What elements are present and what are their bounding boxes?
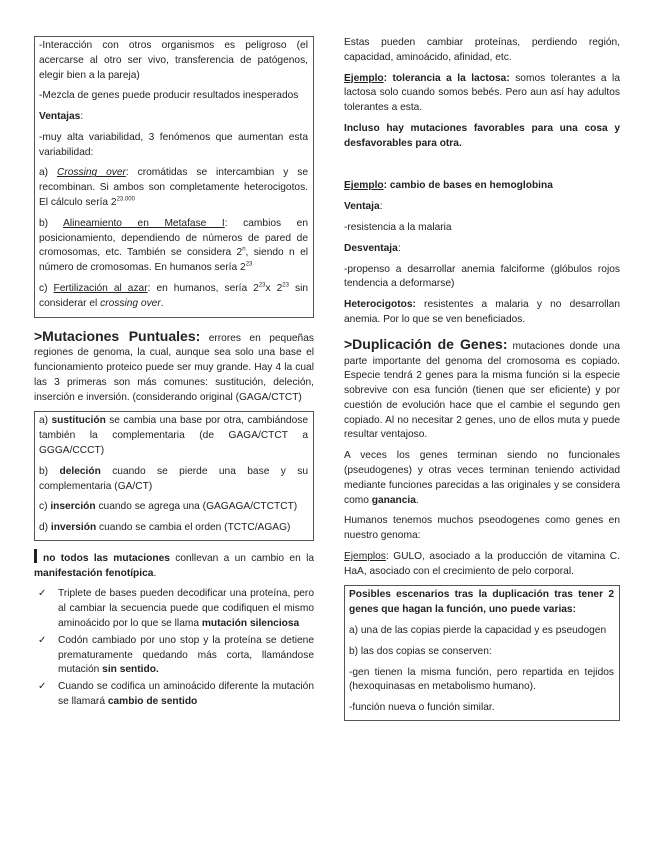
paragraph: a) una de las copias pierde la capacidad y es pseudogen xyxy=(349,625,607,636)
item-insercion xyxy=(39,500,308,515)
mutaciones-heading: >Mutaciones Puntuales: xyxy=(34,327,201,344)
exponent: 23 xyxy=(282,282,289,289)
paragraph-text: A veces los genes terminan siendo no funcionales (pseudogenes) y otras veces terminan teniendo actividad mediante funciones parecidas a las originales y se considera como xyxy=(344,450,620,506)
bold-text: sin sentido. xyxy=(102,664,159,676)
item-text: se cambia una base por otra, cambiándose también la complementaria (de GAGA/CTCT a GGGA/CCCT) xyxy=(39,415,308,456)
mutaciones-paragraph xyxy=(34,326,314,406)
reproduction-box xyxy=(34,36,314,318)
check-icon: ✓ xyxy=(38,681,47,693)
item-delecion xyxy=(39,465,308,495)
paragraph-text: mutaciones donde una parte importante del genoma del cromosoma es copiado. Especie tendrá 2 genes para la misma función si la especie sobrevive con esa función (tienen que ser eficiente) y por cuestión de evolución hace que el cambie el segundo gen copiado. Al no necesitar 2 genes, uno de ellos muta y puede resultar ventajoso. xyxy=(344,340,620,441)
item-inversion xyxy=(39,521,308,536)
italic-term: crossing over xyxy=(100,297,161,309)
duplicacion-heading: >Duplicación de Genes: xyxy=(344,335,508,352)
item-text: Codón cambiado por uno stop y la proteína se detiene prematuramente quedando más corta, llamándose mutación xyxy=(58,634,314,676)
mutation-types-box xyxy=(34,411,314,540)
term: inversión xyxy=(50,522,97,534)
item-prefix: b) xyxy=(39,217,64,229)
ventajas-label: Ventajas xyxy=(39,111,81,123)
list-item xyxy=(34,680,314,710)
bold-text: Posibles escenarios tras la duplicación tras tener 2 genes que hagan la función, uno puede varias: xyxy=(349,589,614,616)
paragraph: -gen tienen la misma función, pero repartida en tejidos (hexoquinasas en metabolismo humano). xyxy=(349,666,614,693)
item-text: Cuando se codifica un aminoácido diferente la mutación se llamará xyxy=(58,681,314,707)
item-sustitucion xyxy=(39,414,308,458)
term: Crossing over xyxy=(56,167,126,179)
item-prefix: c) xyxy=(39,501,51,513)
item-prefix: b) xyxy=(39,465,60,477)
item-text: : en humanos, sería 2 xyxy=(147,282,259,294)
paragraph: -Interacción con otros organismos es peligroso (el acercarse al otro ser vivo, transferencia de patógenos, elegir bien a la pareja) xyxy=(39,40,308,81)
period: . xyxy=(160,297,164,309)
item-text: cuando se pierde una base y su complementaria (GA/CT) xyxy=(39,465,309,492)
paragraph-text: conllevan a un cambio en la xyxy=(169,552,314,564)
bold-text: cambio de sentido xyxy=(107,695,198,707)
exponent: 23 xyxy=(258,282,266,289)
paragraph-text: : GULO, asociado a la producción de vitamina C. HaA, asociado con el crecimiento de pelo corporal. xyxy=(344,550,620,577)
bold-text: no todos las mutaciones xyxy=(43,552,170,564)
paragraph: -Mezcla de genes puede producir resultados inesperados xyxy=(39,90,299,102)
bold-paragraph xyxy=(344,122,620,152)
pseudogenes-paragraph xyxy=(344,449,620,508)
example-label: Ejemplo xyxy=(344,72,384,84)
exponent: 23 xyxy=(245,261,253,268)
bar-icon xyxy=(34,549,37,563)
paragraph: -muy alta variabilidad, 3 fenómenos que aumentan esta variabilidad: xyxy=(39,131,308,158)
colon: : xyxy=(379,201,383,213)
checklist xyxy=(34,587,314,709)
paragraph-text: errores en pequeñas regiones de genoma, la cual, aunque sea solo una base el funcionamiento proteico puede ser muy grande. Hay 4 la cual las 3 primeras son más comunes: sustitución, deleción, inserción e inversión. (considerando original (GAGA/CTCT) xyxy=(34,332,314,403)
bold-text: : tolerancia a la lactosa: xyxy=(383,72,510,84)
item-fertilizacion xyxy=(39,282,308,312)
ventaja-label: Ventaja xyxy=(344,201,380,213)
period: . xyxy=(153,567,157,579)
check-icon: ✓ xyxy=(38,634,47,646)
item-prefix: d) xyxy=(39,522,51,534)
example-label: Ejemplos xyxy=(344,550,386,562)
paragraph-text: somos tolerantes a la lactosa solo cuando somos bebés. Pero aun así hay adultos tolerantes a esta. xyxy=(344,72,620,114)
bold-text: mutación silenciosa xyxy=(201,618,300,629)
item-alineamiento xyxy=(39,217,308,276)
right-column xyxy=(344,36,620,721)
example-label: Ejemplo xyxy=(344,180,384,192)
item-text: : cambios en posicionamiento, dependiendo de números de pared de cromosomas, etc. También se considera 2 xyxy=(39,217,309,259)
box-title xyxy=(349,588,614,618)
example-hemoglobina xyxy=(344,179,620,194)
term: deleción xyxy=(59,465,101,477)
heterocigotos-paragraph xyxy=(344,298,620,328)
paragraph-text: resistentes a malaria y no desarrollan anemia. Por lo que se ven beneficiados. xyxy=(344,299,620,325)
bold-text: manifestación fenotípica xyxy=(34,567,154,579)
item-text: x 2 xyxy=(265,282,283,294)
left-column xyxy=(34,36,314,712)
list-item xyxy=(34,634,314,678)
item-text: cuando se cambia el orden (TCTC/AGAG) xyxy=(96,522,291,534)
item-text: sin considerar el xyxy=(39,282,308,309)
term: sustitución xyxy=(51,415,106,427)
term: Alineamiento en Metafase I xyxy=(63,217,225,229)
exponent: n xyxy=(242,246,246,253)
bold-text: : cambio de bases en hemoglobina xyxy=(383,180,553,192)
term: inserción xyxy=(50,501,96,513)
example-genes xyxy=(344,550,620,580)
desventaja-heading xyxy=(344,242,620,257)
term: Fertilización al azar xyxy=(53,282,148,294)
colon: : xyxy=(397,242,401,254)
exponent: 23.000 xyxy=(116,196,135,203)
bold-text: Heterocigotos: xyxy=(344,299,416,311)
paragraph: b) las dos copias se conserven: xyxy=(349,645,492,657)
item-prefix: c) xyxy=(39,282,54,294)
bold-text: ganancia xyxy=(371,494,416,506)
list-item xyxy=(34,587,314,631)
desventaja-label: Desventaja xyxy=(344,242,398,254)
paragraph: -propenso a desarrollar anemia falciforme (glóbulos rojos tendencia a deformarse) xyxy=(344,263,620,290)
item-prefix: a) xyxy=(39,167,57,179)
scenarios-box xyxy=(344,585,620,720)
paragraph: Humanos tenemos muchos pseodogenes como genes en nuestro genoma: xyxy=(344,515,620,542)
bold-text: Incluso hay mutaciones favorables para una cosa y desfavorables para otra. xyxy=(344,122,620,149)
item-text: : cromátidas se intercambian y se recombinan. Si ambos son completamente heterocigotos. El cálculo sería 2 xyxy=(39,167,308,209)
duplicacion-paragraph xyxy=(344,334,620,443)
item-text: cuando se agrega una (GAGAGA/CTCTCT) xyxy=(95,501,298,513)
paragraph: -resistencia a la malaria xyxy=(344,222,452,234)
item-crossing-over xyxy=(39,166,308,210)
ventajas-heading xyxy=(39,110,308,125)
paragraph: -función nueva o función similar. xyxy=(349,702,495,714)
item-text: , siendo n el número de cromosomas. En humanos sería 2 xyxy=(39,247,308,274)
paragraph: Estas pueden cambiar proteínas, perdiendo región, capacidad, aminoácido, afinidad, etc. xyxy=(344,37,620,63)
period: . xyxy=(415,494,419,506)
note-paragraph xyxy=(34,549,314,582)
example-lactosa xyxy=(344,72,620,116)
check-icon: ✓ xyxy=(38,588,47,600)
item-text: Triplete de bases pueden decodificar una proteína, pero al cambiar la secuencia puede que codifiquen el mismo aminoácido por lo que se llama xyxy=(58,588,314,629)
ventaja-heading xyxy=(344,200,620,215)
colon: : xyxy=(80,111,84,123)
item-prefix: a) xyxy=(39,415,52,427)
